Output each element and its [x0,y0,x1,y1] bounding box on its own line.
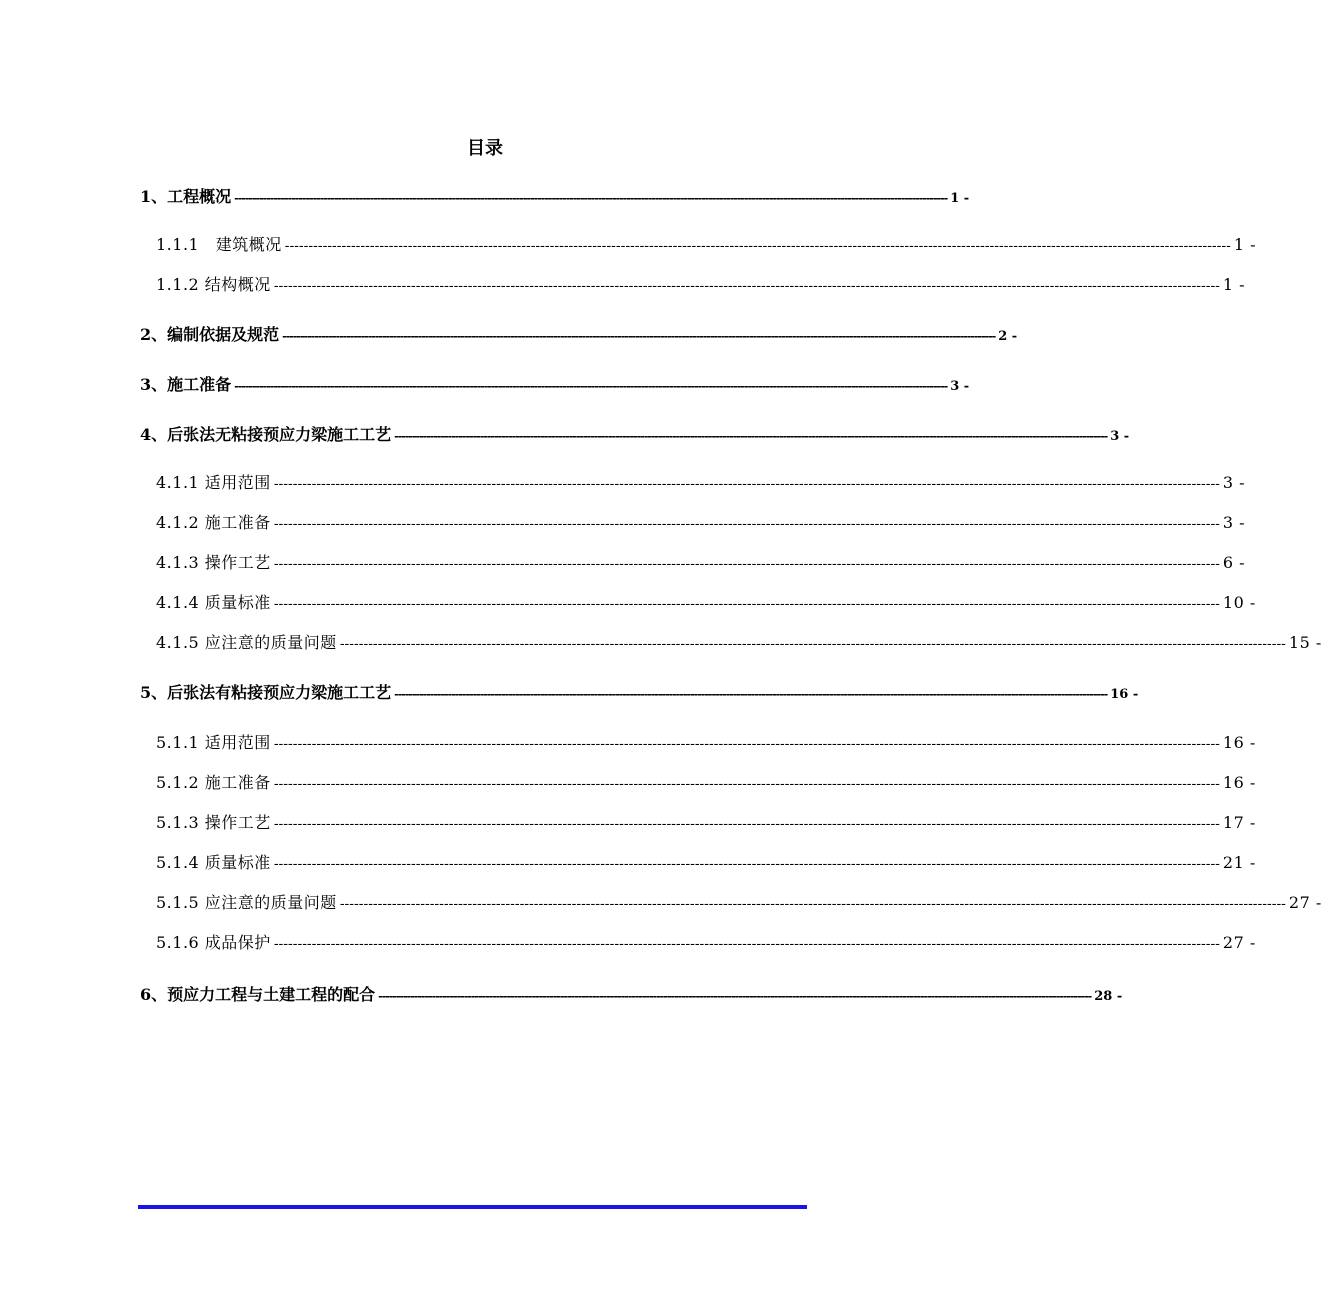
toc-leader: -------------------------------------------------------------------------------------------------------------------------------------------------------------------------------------------------------- [234,380,948,393]
toc-leader: -------------------------------------------------------------------------------------------------------------------------------------------------------------------------------------------------------- [273,816,1220,832]
toc-page-number: 10 - [1222,593,1256,612]
toc-entry-1-1-1[interactable] [156,233,1256,258]
toc-page-number: 3 - [950,379,970,394]
toc-entry-label: 5、后张法有粘接预应力梁施工工艺 [140,683,392,702]
toc-page-number: 3 - [1110,429,1130,444]
toc-entry-label: 4、后张法无粘接预应力梁施工工艺 [140,425,392,444]
toc-entry-5-1-5[interactable] [156,891,1322,916]
toc-entry-label: 5.1.5 应注意的质量问题 [156,893,337,912]
toc-entry-5-1-3[interactable] [156,811,1256,836]
toc-leader: -------------------------------------------------------------------------------------------------------------------------------------------------------------------------------------------------------- [273,476,1220,492]
toc-page-number: 28 - [1094,989,1123,1004]
toc-entry-5[interactable] [140,681,1139,707]
toc-leader: -------------------------------------------------------------------------------------------------------------------------------------------------------------------------------------------------------- [273,856,1220,872]
toc-leader: -------------------------------------------------------------------------------------------------------------------------------------------------------------------------------------------------------- [339,636,1286,652]
toc-page-number: 3 - [1222,513,1246,532]
toc-entry-label: 1.1.1 建筑概况 [156,235,282,254]
toc-page-number: 1 - [950,191,970,206]
toc-entry-label: 1.1.2 结构概况 [156,275,271,294]
toc-page-number: 27 - [1222,933,1256,952]
toc-page-number: 21 - [1222,853,1256,872]
toc-leader: -------------------------------------------------------------------------------------------------------------------------------------------------------------------------------------------------------- [282,330,996,343]
toc-entry-4-1-2[interactable] [156,511,1246,536]
toc-page-number: 6 - [1222,553,1246,572]
toc-leader: -------------------------------------------------------------------------------------------------------------------------------------------------------------------------------------------------------- [378,990,1092,1003]
toc-leader: -------------------------------------------------------------------------------------------------------------------------------------------------------------------------------------------------------- [273,556,1220,572]
toc-page-number: 16 - [1222,733,1256,752]
toc-page-number: 1 - [1233,235,1256,254]
toc-entry-5-1-1[interactable] [156,731,1256,756]
toc-page-number: 15 - [1288,633,1322,652]
toc-entry-label: 5.1.1 适用范围 [156,733,271,752]
toc-entry-5-1-4[interactable] [156,851,1256,876]
toc-entry-1[interactable] [140,185,970,211]
toc-leader: -------------------------------------------------------------------------------------------------------------------------------------------------------------------------------------------------------- [394,430,1108,443]
toc-entry-label: 4.1.5 应注意的质量问题 [156,633,337,652]
toc-entry-label: 5.1.2 施工准备 [156,773,271,792]
toc-entry-3[interactable] [140,373,970,399]
toc-entry-6[interactable] [140,983,1123,1009]
toc-leader: -------------------------------------------------------------------------------------------------------------------------------------------------------------------------------------------------------- [273,776,1220,792]
toc-title: 目录 [467,138,503,159]
toc-entry-4-1-3[interactable] [156,551,1246,576]
toc-entry-4-1-4[interactable] [156,591,1256,616]
toc-leader: -------------------------------------------------------------------------------------------------------------------------------------------------------------------------------------------------------- [284,238,1231,254]
toc-entry-label: 5.1.6 成品保护 [156,933,271,952]
toc-leader: -------------------------------------------------------------------------------------------------------------------------------------------------------------------------------------------------------- [273,516,1220,532]
toc-entry-label: 2、编制依据及规范 [140,325,280,344]
toc-leader: -------------------------------------------------------------------------------------------------------------------------------------------------------------------------------------------------------- [394,688,1108,701]
toc-entry-4-1-5[interactable] [156,631,1322,656]
footer-rule [138,1205,807,1209]
toc-page-number: 2 - [998,329,1018,344]
toc-entry-label: 1、工程概况 [140,187,232,206]
toc-page-number: 16 - [1110,687,1139,702]
toc-leader: -------------------------------------------------------------------------------------------------------------------------------------------------------------------------------------------------------- [273,936,1220,952]
toc-page-number: 17 - [1222,813,1256,832]
toc-entry-label: 3、施工准备 [140,375,232,394]
toc-entry-1-1-2[interactable] [156,273,1246,298]
toc-entry-label: 4.1.3 操作工艺 [156,553,271,572]
toc-entry-label: 4.1.2 施工准备 [156,513,271,532]
toc-leader: -------------------------------------------------------------------------------------------------------------------------------------------------------------------------------------------------------- [273,736,1220,752]
toc-entry-4[interactable] [140,423,1130,449]
toc-leader: -------------------------------------------------------------------------------------------------------------------------------------------------------------------------------------------------------- [273,596,1220,612]
toc-page-number: 3 - [1222,473,1246,492]
toc-entry-4-1-1[interactable] [156,471,1246,496]
toc-entry-2[interactable] [140,323,1018,349]
toc-entry-label: 5.1.3 操作工艺 [156,813,271,832]
toc-entry-label: 5.1.4 质量标准 [156,853,271,872]
toc-page-number: 1 - [1222,275,1246,294]
toc-entry-5-1-6[interactable] [156,931,1256,956]
toc-leader: -------------------------------------------------------------------------------------------------------------------------------------------------------------------------------------------------------- [234,192,948,205]
toc-entry-label: 4.1.4 质量标准 [156,593,271,612]
toc-leader: -------------------------------------------------------------------------------------------------------------------------------------------------------------------------------------------------------- [339,896,1286,912]
toc-entry-label: 6、预应力工程与土建工程的配合 [140,985,376,1004]
toc-page-number: 16 - [1222,773,1256,792]
toc-entry-label: 4.1.1 适用范围 [156,473,271,492]
toc-page-number: 27 - [1288,893,1322,912]
toc-leader: -------------------------------------------------------------------------------------------------------------------------------------------------------------------------------------------------------- [273,278,1220,294]
toc-entry-5-1-2[interactable] [156,771,1256,796]
